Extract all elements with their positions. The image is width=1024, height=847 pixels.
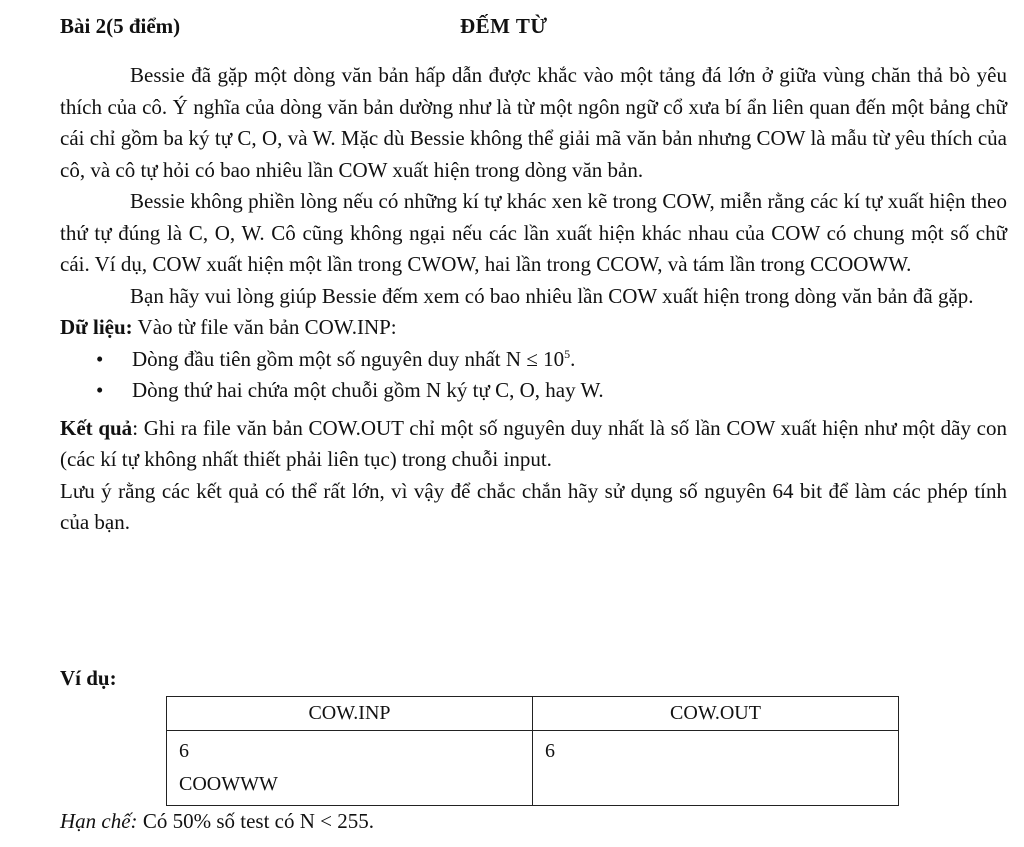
bullet-exponent: 5 xyxy=(564,346,571,361)
output-text: : Ghi ra file văn bản COW.OUT chỉ một số nguyên duy nhất là số lần COW xuất hiện như một dãy con (các kí tự không nhất thiết phải liên tục) trong chuỗi input. xyxy=(60,415,1007,471)
problem-label: Bài 2(5 điểm) xyxy=(60,14,181,38)
table-header-row xyxy=(167,697,899,731)
example-table xyxy=(166,696,899,806)
limits-label: Hạn chế: xyxy=(60,809,138,833)
bullet-icon: • xyxy=(96,378,104,402)
output-note: Lưu ý rằng các kết quả có thể rất lớn, vì vậy để chắc chắn hãy sử dụng số nguyên 64 bit để làm các phép tính của bạn. xyxy=(60,478,1007,534)
problem-title: ĐẾM TỪ xyxy=(460,14,548,38)
list-item xyxy=(60,375,1007,407)
table-row xyxy=(167,731,899,806)
input-label: Dữ liệu: xyxy=(60,315,133,339)
input-cell xyxy=(167,731,533,806)
input-bullet-list xyxy=(60,344,1007,407)
header xyxy=(60,14,1000,44)
bullet-text-1: Dòng đầu tiên gồm một số nguyên duy nhất N ≤ 10 xyxy=(132,346,565,371)
output-label: Kết quả xyxy=(60,415,133,440)
output-value: 6 xyxy=(545,740,555,762)
input-line-1: 6 xyxy=(179,740,189,762)
output-file-header: COW.OUT xyxy=(533,697,899,731)
input-line-2: COOWWW xyxy=(179,773,278,795)
story-paragraph-2: Bessie không phiền lòng nếu có những kí tự khác xen kẽ trong COW, miễn rằng các kí tự xuất hiện theo thứ tự đúng là C, O, W. Cô cũng không ngại nếu các lần xuất hiện khác nhau của COW có chung một số chữ cái. Ví dụ, COW xuất hiện một lần trong CWOW, hai lần trong CCOW, và tám lần trong CCOOWW. xyxy=(60,189,1007,276)
bullet-end-1: . xyxy=(570,346,576,371)
limits-note xyxy=(60,809,374,834)
input-description xyxy=(60,312,1007,344)
input-file-header: COW.INP xyxy=(167,697,533,731)
output-cell xyxy=(533,731,899,806)
input-text: Vào từ file văn bản COW.INP: xyxy=(132,315,397,339)
story-paragraph-1: Bessie đã gặp một dòng văn bản hấp dẫn được khắc vào một tảng đá lớn ở giữa vùng chăn thả bò yêu thích của cô. Ý nghĩa của dòng văn bản dường như là từ một ngôn ngữ cổ xưa bí ẩn liên quan đến một bảng chữ cái chỉ gồm ba ký tự C, O, và W. Mặc dù Bessie không thể giải mã văn bản nhưng COW là mẫu từ yêu thích của cô, và cô tự hỏi có bao nhiêu lần COW xuất hiện trong dòng văn bản. xyxy=(60,63,1007,182)
story-paragraph-3: Bạn hãy vui lòng giúp Bessie đếm xem có bao nhiêu lần COW xuất hiện trong dòng văn bản đã gặp. xyxy=(130,283,974,308)
output-description xyxy=(60,413,1007,476)
bullet-text-2: Dòng thứ hai chứa một chuỗi gồm N ký tự C, O, hay W. xyxy=(132,378,604,402)
limits-text: Có 50% số test có N < 255. xyxy=(137,809,374,833)
example-label: Ví dụ: xyxy=(60,666,117,690)
problem-content xyxy=(60,60,1007,539)
bullet-icon: • xyxy=(96,346,104,371)
list-item xyxy=(60,344,1007,376)
